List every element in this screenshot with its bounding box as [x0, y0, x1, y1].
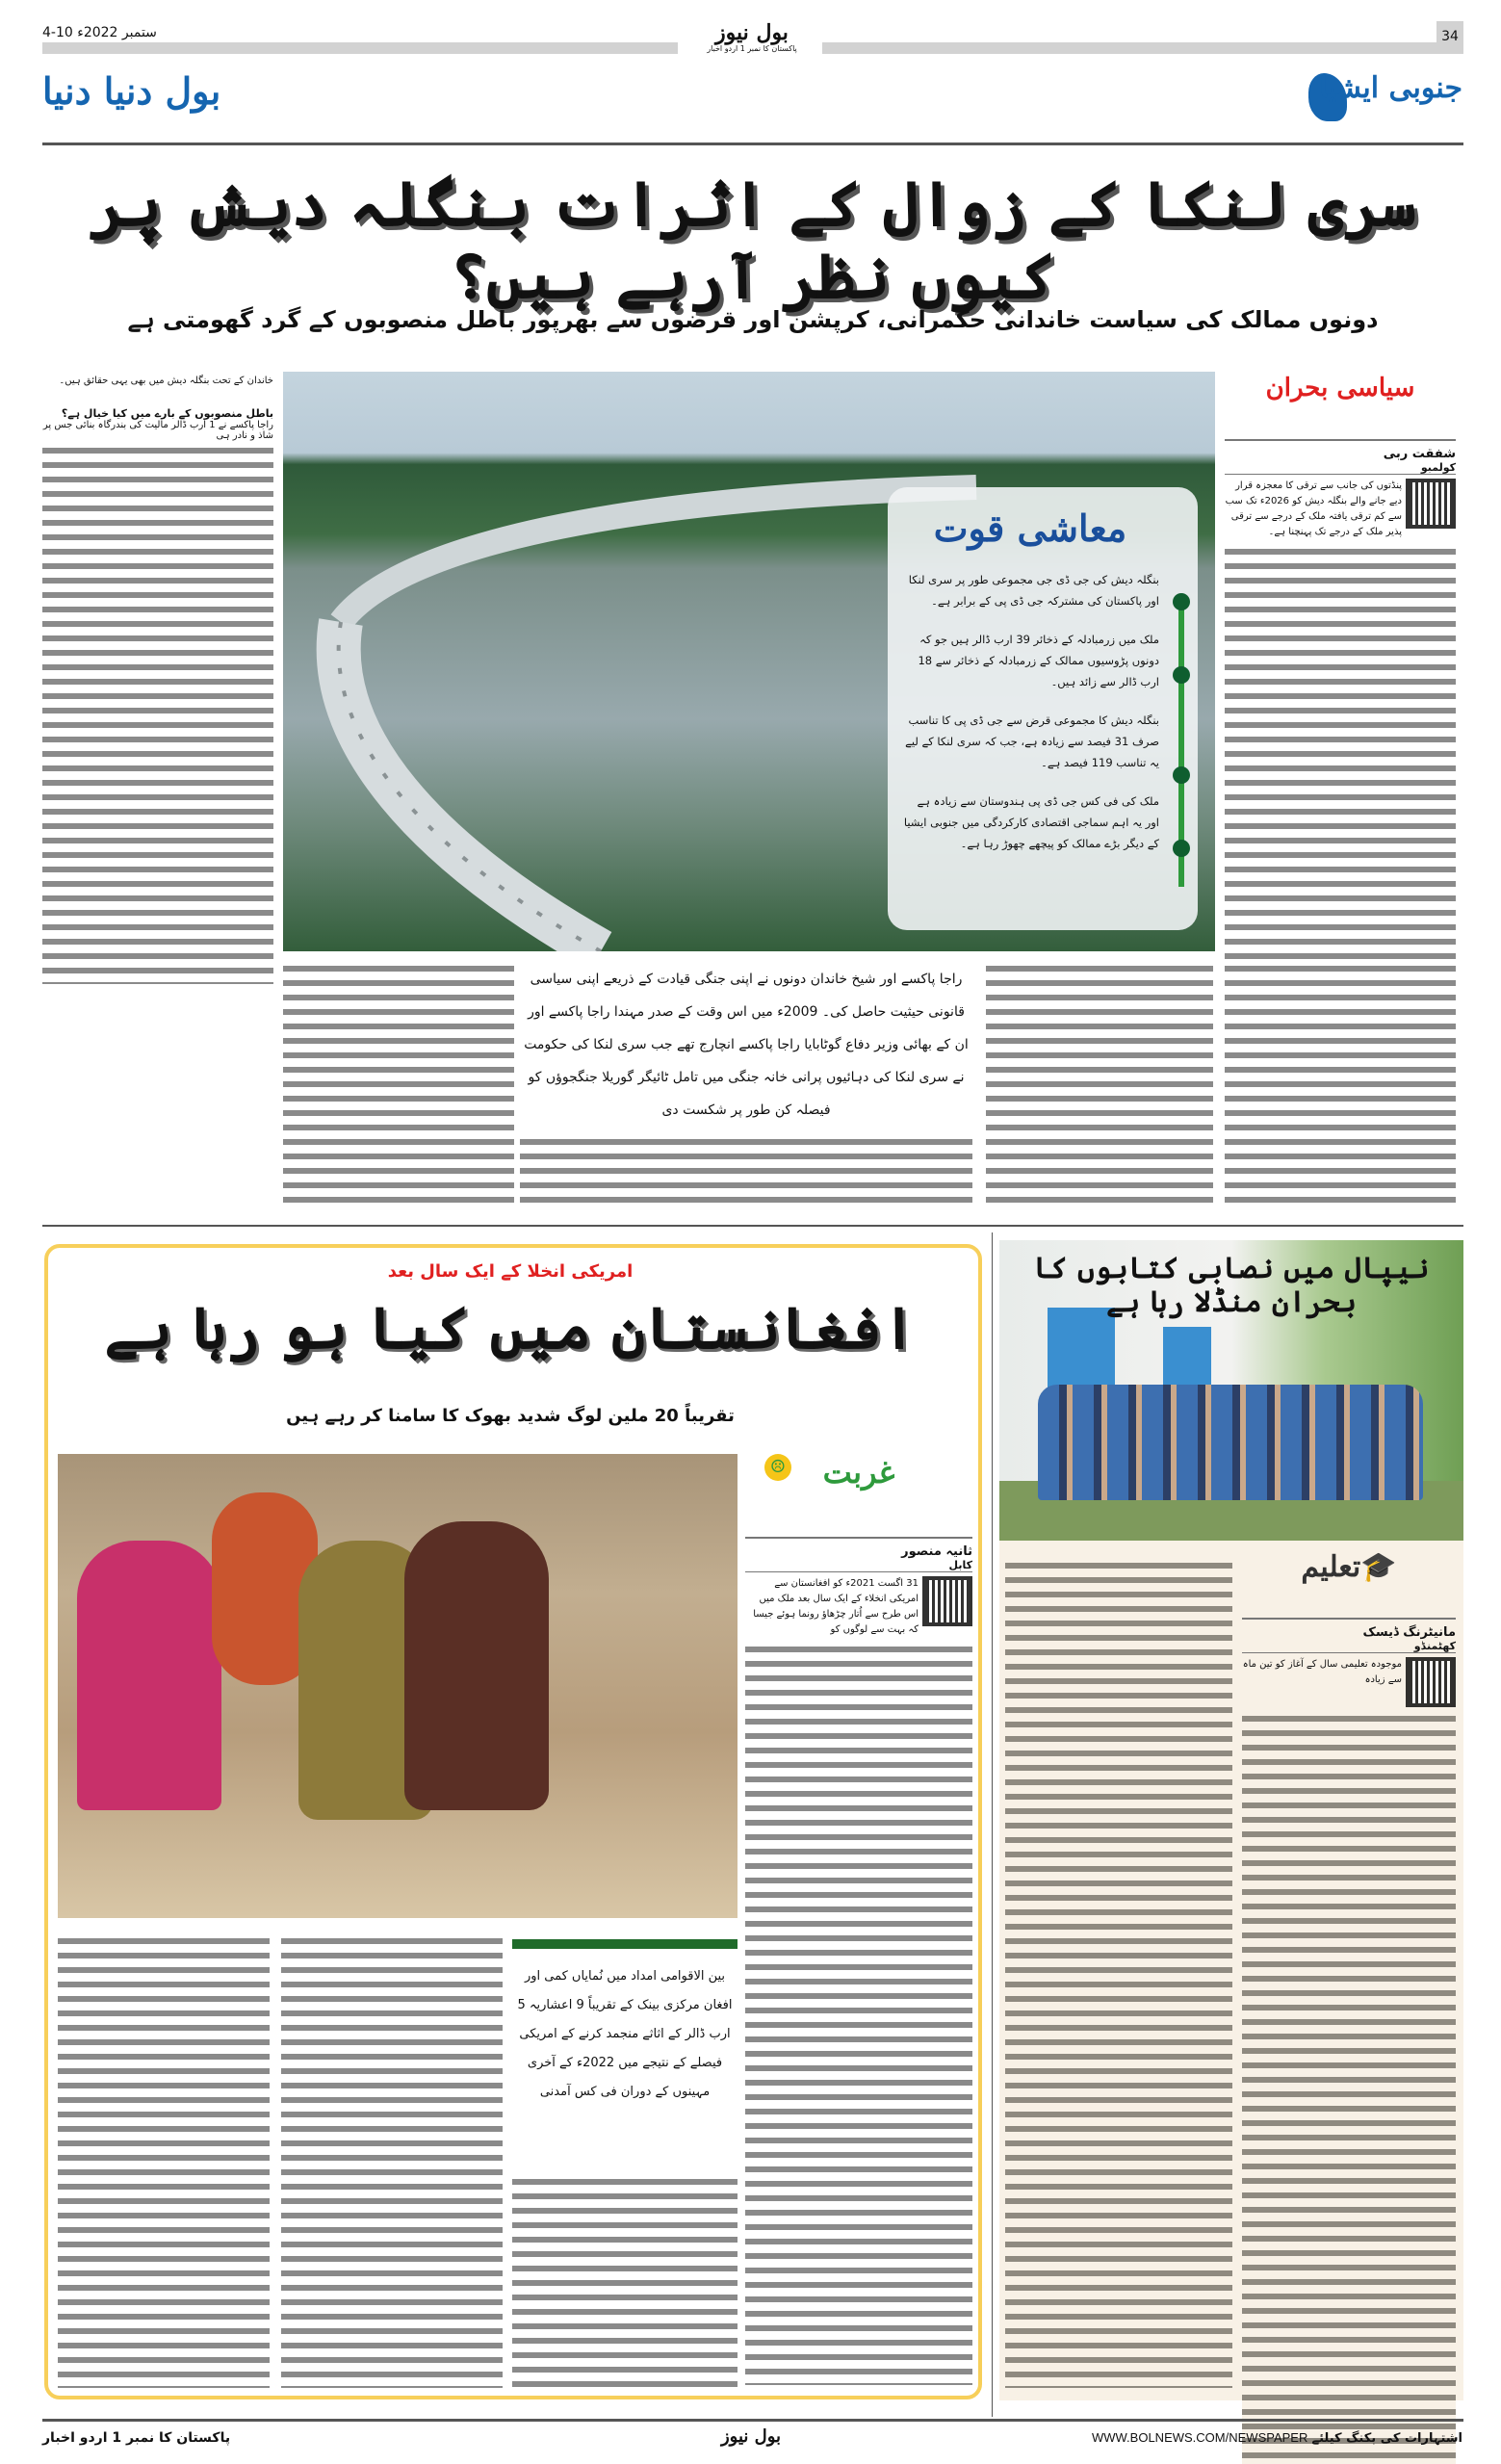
author-name: مانیٹرنگ ڈیسک: [1242, 1618, 1456, 1640]
infobox-title: معاشی قوت: [933, 506, 1127, 550]
intro-text: موجودہ تعلیمی سال کے آغاز کو تین ماہ سے زیادہ: [1242, 1659, 1402, 1685]
dateline: کابل: [745, 1559, 972, 1572]
nepal-headline: نیپال میں نصابی کتابوں کا بحران منڈلا رہا ہے: [1033, 1252, 1430, 1319]
top-bar: [42, 20, 1463, 54]
author-name: ثانیہ منصور: [745, 1537, 972, 1559]
afghan-children-photo: [58, 1454, 738, 1918]
footer-brand-logo: بول نیوز: [720, 2426, 782, 2447]
right-column: [1225, 374, 1456, 1027]
footer-ads: اشتہارات کی بکنگ کیلئے WWW.BOLNEWS.COM/NEWSPAPER: [1091, 2430, 1462, 2446]
afghan-subheadline: تقریباً 20 ملین لوگ شدید بھوک کا سامنا کر رہے ہیں: [286, 1406, 735, 1426]
bullet-icon: [1173, 840, 1190, 857]
category-political-crisis: سیاسی بحران: [1265, 374, 1415, 402]
infobox-item: ملک کی فی کس جی ڈی پی ہندوستان سے زیادہ ہے اور یہ اہم سماجی اقتصادی کارکردگی میں جنوبی ایشیا کے دیگر بڑے ممالک کو پیچھے چھوڑ رہا ہے۔: [903, 794, 1159, 850]
infobox-economic-power: [888, 487, 1198, 930]
left-column: خاندان کے تحت بنگلہ دیش میں بھی یہی حقائق ہیں۔ باطل منصوبوں کے بارے میں کیا خیال ہے؟ راجا پاکسے نے 1 ارب ڈالر مالیت کی بندرگاہ بنائی جس پر شاذ و نادر ہی: [42, 376, 273, 984]
bullet-icon: [1173, 766, 1190, 784]
infobox-item: ملک میں زرمبادلہ کے ذخائر 39 ارب ڈالر ہیں جو کہ دونوں پڑوسیوں ممالک کے زرمبادلہ کے ذخائر سے 18 ارب ڈالر سے زائد ہیں۔: [918, 633, 1159, 688]
dateline: کھٹمنڈو: [1242, 1640, 1456, 1653]
sad-face-icon: ☹: [764, 1454, 791, 1481]
bullet-icon: [1173, 593, 1190, 610]
pull-quote: راجا پاکسے اور شیخ خاندان دونوں نے اپنی جنگی قیادت کے ذریعے اپنی سیاسی قانونی حیثیت حاصل کی۔ 2009ء میں اس وقت کے صدر مہندا راجا پاکسے اور ان کے بھائی وزیر دفاع گوٹابایا راجا پاکسے انچارج تھے جب سری لنکا کی حکومت نے سری لنکا کی دہائیوں پرانی خانہ جنگی میں تامل ٹائیگر گوریلا جنگجوؤں کو فیصلہ کن طور پر شکست دی: [520, 963, 972, 1142]
category-poverty: غربت ☹: [745, 1454, 972, 1521]
infobox-item: بنگلہ دیش کی جی ڈی جی مجموعی طور پر سری لنکا اور پاکستان کی مشترکہ جی ڈی پی کے برابر ہے۔: [908, 573, 1159, 608]
qr-code[interactable]: [1406, 479, 1456, 529]
footer-tagline: پاکستان کا نمبر 1 اردو اخبار: [42, 2430, 231, 2446]
bullet-icon: [1173, 666, 1190, 684]
left-section-logo: بول دنیا دنیا: [42, 69, 221, 113]
nepal-side-column: [1242, 1550, 1456, 2464]
page-number: 34: [1436, 21, 1463, 54]
newspaper-url-link[interactable]: WWW.BOLNEWS.COM/NEWSPAPER: [1091, 2430, 1308, 2445]
intro-text: 31 اگست 2021ء کو افغانستان سے امریکی انخلاء کے ایک سال بعد ملک میں اس طرح سے اُتار چڑھاؤ رونما ہوئے جیسا کہ بہت سے لوگوں کو: [753, 1578, 919, 1635]
graduation-cap-icon: 🎓: [1360, 1550, 1397, 1584]
main-subheadline: دونوں ممالک کی سیاست خاندانی حکمرانی، کرپشن اور قرضوں سے بھرپور باطل منصوبوں کے گرد گھومتی ہے: [127, 306, 1379, 333]
afghan-kicker: امریکی انخلا کے ایک سال بعد: [387, 1261, 634, 1282]
intro-text: پنڈتوں کی جانب سے ترقی کا معجزہ قرار دیے جانے والے بنگلہ دیش کو 2026ء تک سب سے کم ترقی یافتہ ملک کے درجے سے ترقی پذیر ملک کے درجے تک پہنچنا ہے۔: [1225, 480, 1402, 537]
qr-code[interactable]: [922, 1576, 972, 1626]
afghan-pull-quote: بین الاقوامی امداد میں نُمایاں کمی اور افغان مرکزی بینک کے تقریباً 9 اعشاریہ 5 ارب ڈالر کے اثاثے منجمد کرنے کے امریکی فیصلے کے نتیجے میں 2022ء کے آخری مہینوں کے دوران فی کس آمدنی: [512, 1939, 738, 2107]
section-divider: [42, 1225, 1463, 1227]
qr-code[interactable]: [1406, 1657, 1456, 1707]
author-name: شفقت ربی: [1225, 439, 1456, 461]
main-headline: سری لنکا کے زوال کے اثرات بنگلہ دیش پر کیوں نظر آرہے ہیں؟: [89, 169, 1417, 313]
afghan-headline: افغانستان میں کیا ہو رہا ہے: [104, 1295, 917, 1362]
dateline: کولمبو: [1225, 461, 1456, 475]
infobox-item: بنگلہ دیش کا مجموعی قرض سے جی ڈی پی کا تناسب صرف 31 فیصد سے زیادہ ہے، جب کہ سری لنکا کے لیے یہ تناسب 119 فیصد ہے۔: [905, 713, 1159, 769]
divider: [42, 143, 1463, 145]
footer-rule: [42, 2419, 1463, 2422]
page-date: 4-10 ستمبر 2022ء: [42, 25, 157, 40]
afghan-side-column: [745, 1454, 972, 2385]
brand-logo: بول نیوز پاکستان کا نمبر 1 اردو اخبار: [707, 20, 797, 53]
section-logo-south-asia: جنوبی ایشیا: [1308, 67, 1462, 125]
category-education: 🎓تعلیم: [1301, 1550, 1397, 1584]
